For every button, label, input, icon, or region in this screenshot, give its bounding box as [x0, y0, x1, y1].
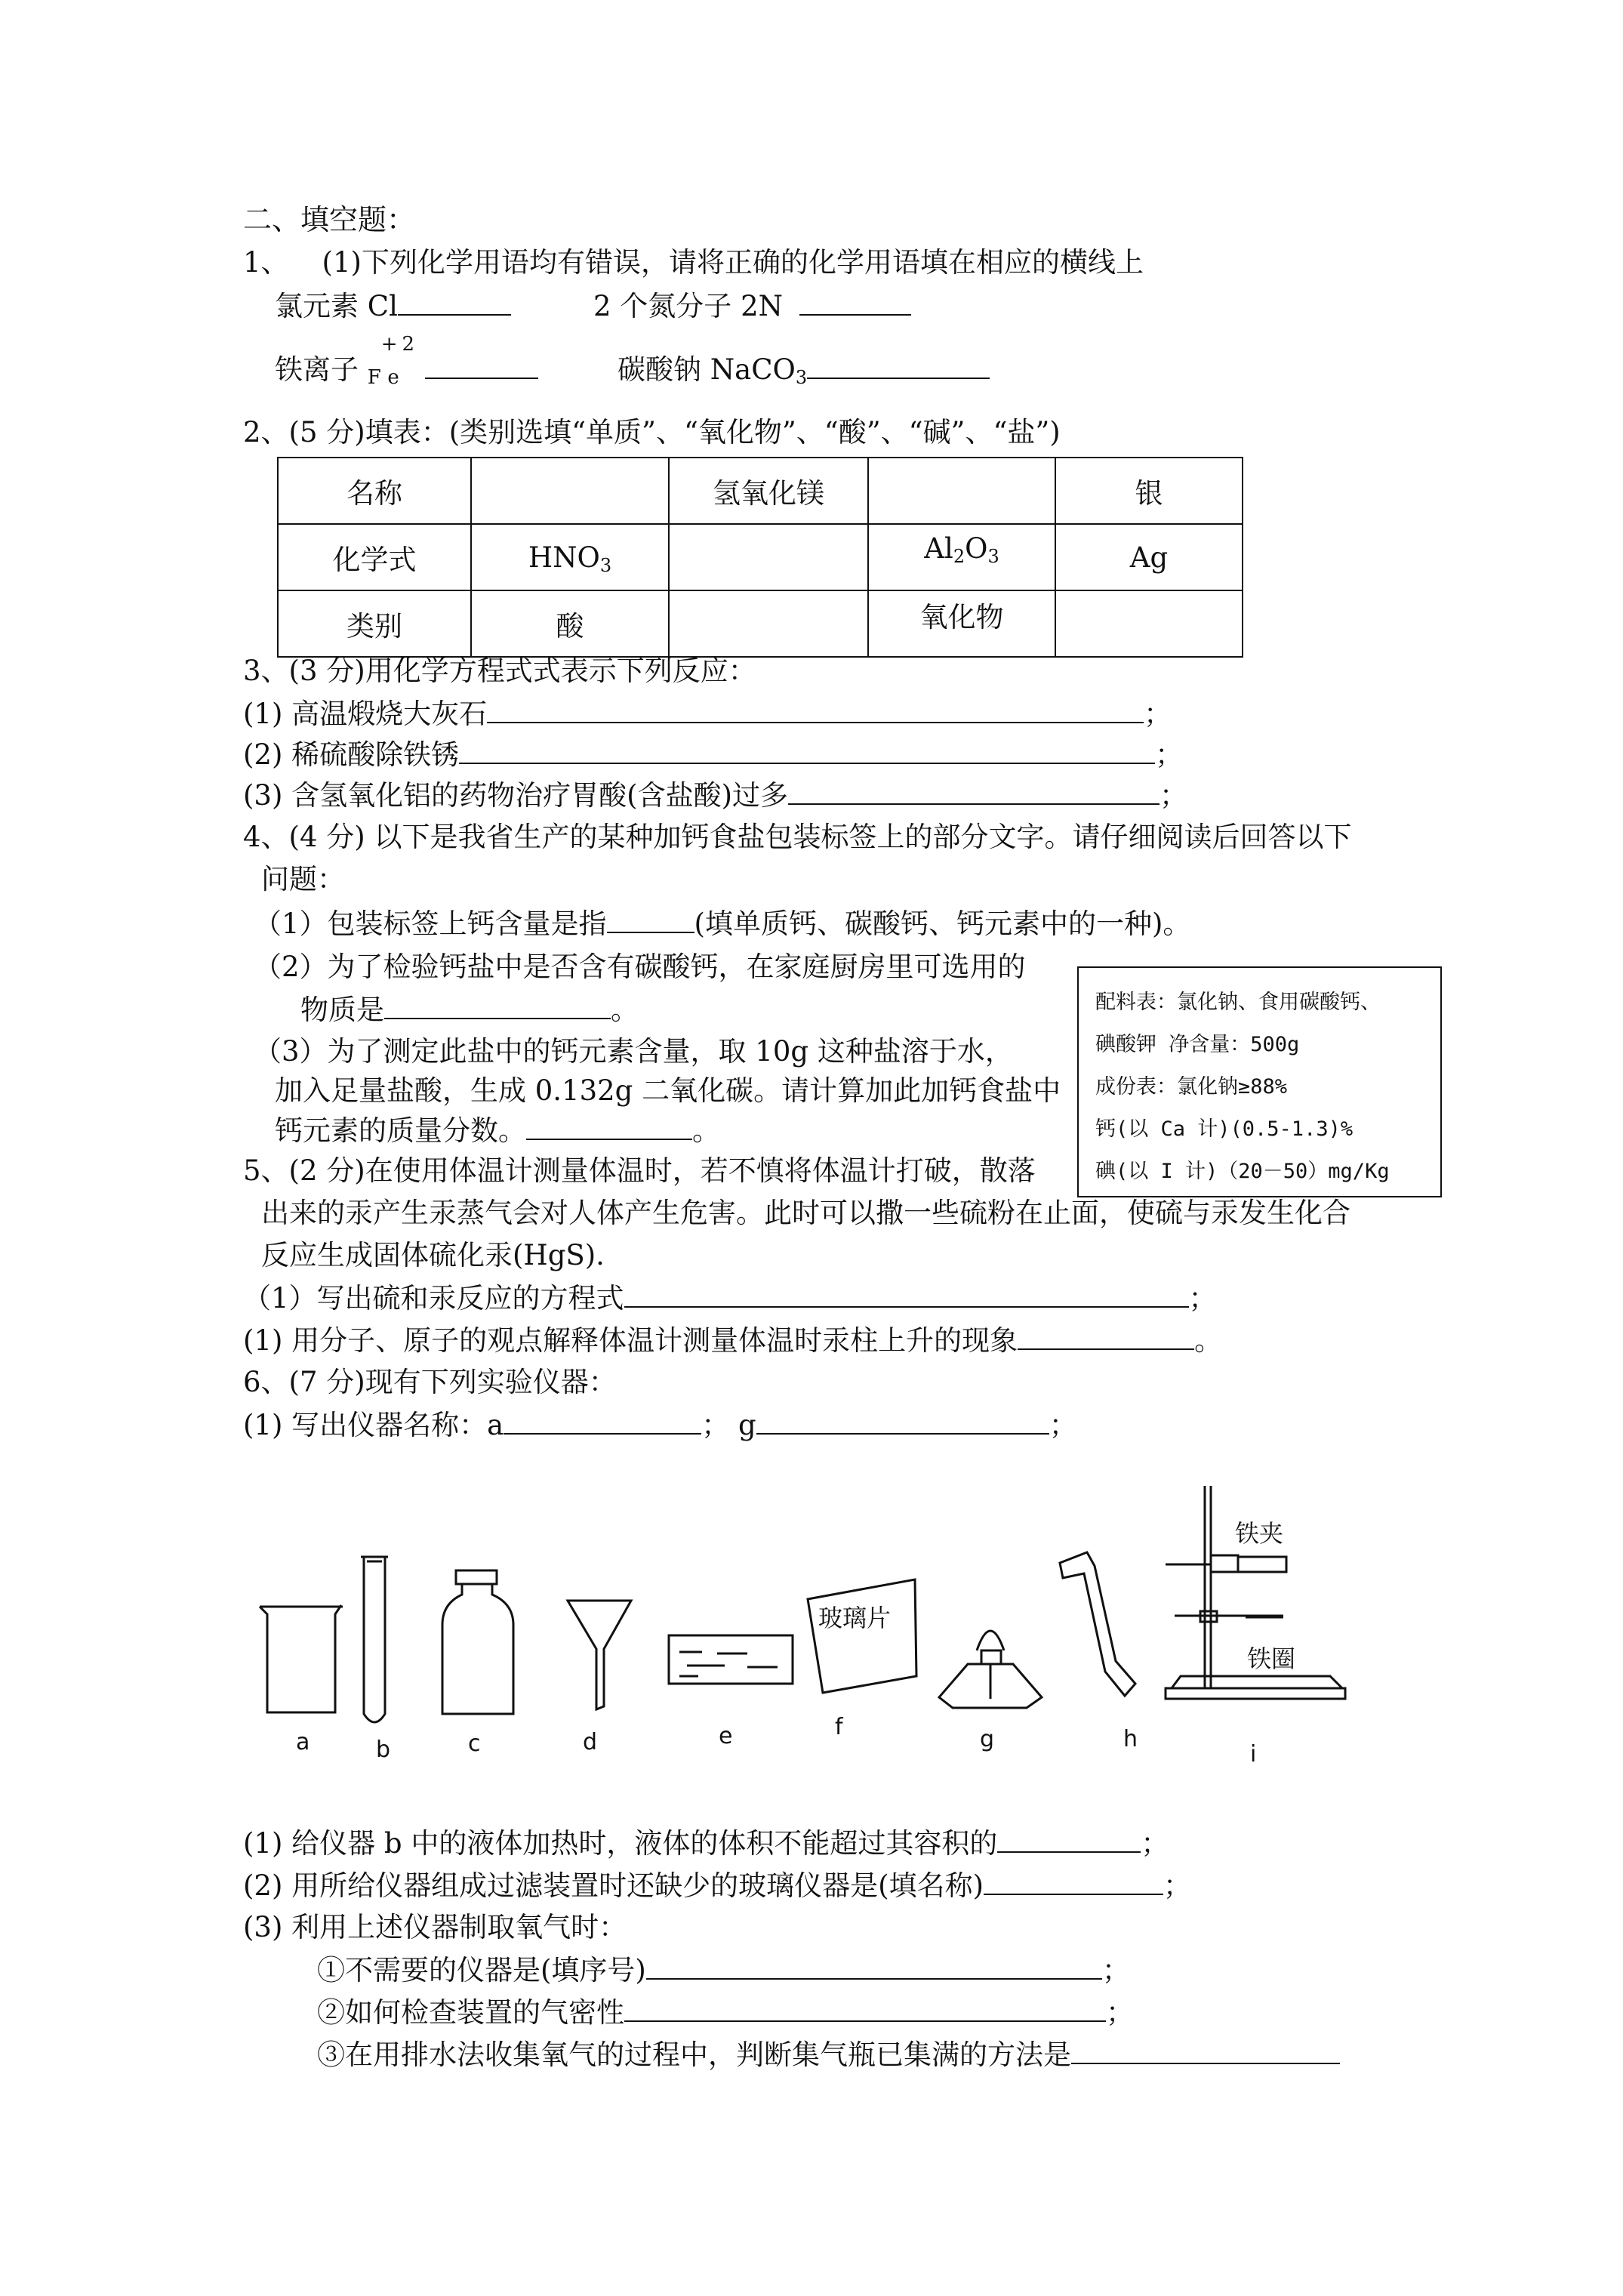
q6-part-1 — [243, 1410, 1077, 1439]
apparatus-label-i: i — [1250, 1741, 1257, 1767]
answer-blank[interactable] — [997, 1829, 1141, 1853]
table-row — [278, 458, 1243, 524]
q6-sub-3-2 — [317, 1996, 1134, 2029]
table-cell[interactable] — [471, 458, 669, 524]
semicolon: ； — [1106, 1996, 1134, 2029]
answer-blank[interactable] — [425, 355, 538, 379]
row-header-category: 类别 — [278, 590, 471, 657]
q1-item-iron-ion: 铁离子 — [275, 353, 359, 386]
q4-intro-line1: 4、(4 分) 以下是我省生产的某种加钙食盐包装标签上的部分文字。请仔细阅读后回答以下 — [243, 821, 1352, 853]
q1-item-nitrogen-line — [593, 291, 911, 320]
semicolon: ； — [1163, 1869, 1192, 1902]
q4-part-3-line2: 加入足量盐酸，生成 0.132g 二氧化碳。请计算加此加钙食盐中 — [275, 1074, 1061, 1107]
q6-sub-2-text: (2) 用所给仪器组成过滤装置时还缺少的玻璃仪器是(填名称) — [243, 1869, 984, 1902]
answer-blank[interactable] — [398, 291, 511, 316]
label-line: 碘酸钾 净含量：500g — [1095, 1033, 1300, 1056]
subscript: 3 — [599, 554, 612, 576]
formula-text: O — [965, 532, 988, 565]
glass-plate-tag: 玻璃片 — [818, 1604, 892, 1632]
delivery-tube-icon — [1060, 1552, 1135, 1696]
semicolon: ； — [1141, 1827, 1169, 1860]
label-line: 配料表：氯化钠、食用碳酸钙、 — [1095, 991, 1381, 1014]
apparatus-label-e: e — [719, 1723, 733, 1749]
semicolon: ； — [1049, 1409, 1077, 1441]
table-cell: 银 — [1055, 458, 1243, 524]
q6-sub-3-1 — [317, 1955, 1130, 1984]
q4-part-3-line3 — [275, 1116, 720, 1145]
trough-icon — [669, 1635, 793, 1684]
glass-plate-icon — [808, 1579, 916, 1693]
label-line: 钙(以 Ca 计)(0.5-1.3)% — [1095, 1117, 1354, 1141]
q1-item-sodium-carbonate-line — [617, 353, 990, 388]
q3-item-text: (2) 稀硫酸除铁锈 — [243, 738, 460, 771]
apparatus-label-a: a — [296, 1729, 310, 1755]
table-cell[interactable] — [669, 524, 868, 590]
answer-blank[interactable] — [1018, 1326, 1194, 1350]
q6-part-1-text: (1) 写出仪器名称：a — [243, 1409, 504, 1441]
semicolon: ； — [1101, 1954, 1130, 1986]
q3-item-text: (3) 含氢氧化铝的药物治疗胃酸(含盐酸)过多 — [243, 779, 789, 812]
answer-blank[interactable] — [807, 355, 990, 379]
apparatus-label-c: c — [468, 1730, 481, 1757]
iron-ion-symbol: Fe — [367, 365, 407, 389]
test-tube-icon — [361, 1557, 388, 1722]
row-header-formula: 化学式 — [278, 524, 471, 590]
answer-blank[interactable] — [459, 740, 1155, 764]
q4-part-2-line1: （2）为了检验钙盐中是否含有碳酸钙，在家庭厨房里可选用的 — [254, 951, 1026, 983]
q1-line1 — [275, 291, 511, 320]
q5-part-2 — [243, 1324, 1223, 1357]
period: 。 — [611, 994, 639, 1026]
semicolon: ； — [1144, 698, 1172, 730]
q1-line2 — [275, 332, 538, 389]
formula-text: Al — [924, 532, 953, 565]
answer-blank[interactable] — [526, 1116, 692, 1140]
q6-sub-3-3-text: ③在用排水法收集氧气的过程中，判断集气瓶已集满的方法是 — [317, 2039, 1071, 2071]
q3-item-1 — [243, 699, 1172, 728]
beaker-icon — [260, 1605, 343, 1712]
q5-intro-line2: 出来的汞产生汞蒸气会对人体产生危害。此时可以撒一些硫粉在止面，使硫与汞发生化合 — [261, 1197, 1350, 1229]
q4-part-3-text: 钙元素的质量分数。 — [275, 1114, 526, 1147]
table-cell[interactable] — [1055, 590, 1243, 657]
semicolon: ； — [1160, 779, 1188, 812]
q6-sub-3: (3) 利用上述仪器制取氧气时： — [243, 1911, 627, 1943]
q6-intro: 6、(7 分)现有下列实验仪器： — [243, 1366, 617, 1398]
iron-ring-tag: 铁圈 — [1247, 1644, 1296, 1673]
row-header-name: 名称 — [278, 458, 471, 524]
q4-part-1-text: （1）包装标签上钙含量是指 — [254, 908, 607, 940]
q1-instruction: (1)下列化学用语均有错误，请将正确的化学用语填在相应的横线上 — [322, 246, 1144, 279]
subscript: 3 — [795, 367, 808, 388]
category-text: 氧化物 — [919, 601, 1004, 633]
q6-sub-1-text: (1) 给仪器 b 中的液体加热时，液体的体积不能超过其容积的 — [243, 1827, 998, 1860]
answer-blank[interactable] — [788, 781, 1160, 805]
salt-label-box — [1077, 966, 1442, 1197]
semicolon: ； — [1188, 1282, 1217, 1314]
section-title: 二、填空题： — [243, 203, 416, 236]
q6-sub-1 — [243, 1827, 1169, 1860]
q4-part-3-line1: （3）为了测定此盐中的钙元素含量，取 10g 这种盐溶于水， — [254, 1035, 1013, 1068]
q1-item-nitrogen: 2 个氮分子 2N — [593, 290, 783, 322]
q3-item-2 — [243, 740, 1183, 769]
wide-mouth-bottle-icon — [442, 1570, 513, 1714]
answer-blank[interactable] — [984, 1871, 1163, 1895]
apparatus-label-h: h — [1123, 1726, 1138, 1752]
q6-part-1-text-g: ； g — [701, 1409, 756, 1441]
q5-intro-line1: 5、(2 分)在使用体温计测量体温时，若不慎将体温计打破，散落 — [243, 1154, 1036, 1187]
q6-sub-3-2-text: ②如何检查装置的气密性 — [317, 1996, 624, 2029]
subscript: 2 — [953, 545, 965, 567]
q3-item-text: (1) 高温煅烧大灰石 — [243, 698, 488, 730]
q6-sub-2 — [243, 1871, 1191, 1900]
q4-part-1 — [254, 909, 1190, 938]
table-cell: 氢氧化镁 — [669, 458, 868, 524]
q4-part-2-line2 — [300, 995, 639, 1024]
q4-intro-line2: 问题： — [261, 863, 345, 895]
answer-blank[interactable] — [504, 1410, 701, 1435]
apparatus-label-f: f — [835, 1714, 843, 1740]
answer-blank[interactable] — [799, 291, 911, 316]
iron-ion-formula — [367, 332, 420, 389]
answer-blank[interactable] — [384, 995, 611, 1019]
apparatus-label-d: d — [583, 1729, 598, 1755]
semicolon: ； — [1155, 738, 1184, 771]
table-cell — [868, 524, 1055, 590]
q5-intro-line3: 反应生成固体硫化汞(HgS). — [261, 1239, 605, 1271]
period: 。 — [692, 1114, 720, 1147]
q3-intro: 3、(3 分)用化学方程式式表示下列反应： — [243, 655, 756, 687]
apparatus-label-g: g — [980, 1726, 995, 1752]
answer-blank[interactable] — [646, 1955, 1102, 1980]
label-line: 成份表：氯化钠≥88% — [1095, 1075, 1288, 1099]
answer-blank[interactable] — [756, 1410, 1049, 1435]
period: 。 — [1194, 1324, 1223, 1357]
table-cell: 酸 — [471, 590, 669, 657]
formula-text: HNO — [528, 541, 600, 574]
table-cell — [471, 524, 669, 590]
funnel-icon — [568, 1601, 631, 1709]
q2-intro: 2、(5 分)填表：(类别选填“单质”、“氧化物”、“酸”、“碱”、“盐”) — [243, 416, 1061, 448]
q6-sub-3-1-text: ①不需要的仪器是(填序号) — [317, 1954, 646, 1986]
q4-part-1-hint: (填单质钙、碳酸钙、钙元素中的一种)。 — [694, 908, 1191, 940]
q1-item-chlorine: 氯元素 Cl — [275, 290, 398, 322]
answer-blank[interactable] — [487, 699, 1144, 723]
table-row — [278, 524, 1243, 590]
iron-clamp-tag: 铁夹 — [1235, 1519, 1284, 1548]
q5-part-1 — [243, 1284, 1217, 1312]
alcohol-lamp-icon — [939, 1631, 1042, 1708]
q4-part-2-text: 物质是 — [300, 994, 384, 1026]
answer-blank[interactable] — [1071, 2040, 1340, 2064]
answer-blank[interactable] — [607, 909, 694, 933]
q1-number: 1、 — [243, 246, 289, 279]
subscript: 3 — [987, 545, 999, 567]
q3-item-3 — [243, 779, 1188, 812]
q5-part-2-text: (1) 用分子、原子的观点解释体温计测量体温时汞柱上升的现象 — [243, 1324, 1018, 1357]
table-cell — [868, 590, 1055, 657]
answer-blank[interactable] — [624, 1998, 1106, 2022]
table-cell[interactable] — [868, 458, 1055, 524]
answer-blank[interactable] — [624, 1284, 1189, 1308]
iron-ion-charge: +2 — [380, 332, 420, 356]
label-line: 碘(以 I 计)（20－50）mg/Kg — [1095, 1160, 1390, 1183]
q1-item-sodium-carbonate: 碳酸钠 NaCO — [617, 353, 796, 386]
table-cell: Ag — [1055, 524, 1243, 590]
table-row — [278, 590, 1243, 657]
q1-intro — [243, 246, 1144, 279]
apparatus-label-b: b — [376, 1737, 391, 1763]
substance-table — [277, 457, 1243, 658]
q6-sub-3-3 — [317, 2040, 1340, 2069]
q5-part-1-text: （1）写出硫和汞反应的方程式 — [243, 1282, 624, 1314]
table-cell[interactable] — [669, 590, 868, 657]
